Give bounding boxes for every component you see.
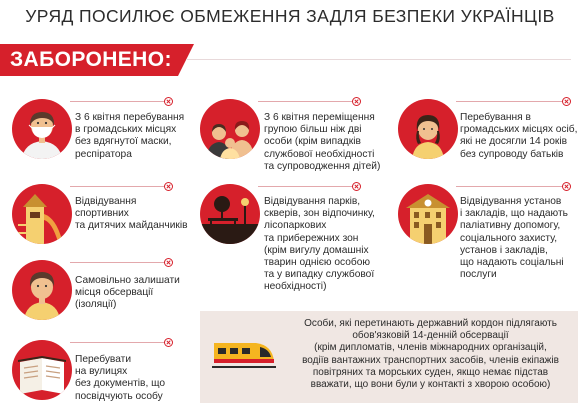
banner-divider	[186, 59, 571, 60]
close-icon	[164, 97, 173, 106]
group-of-people-icon	[200, 99, 260, 159]
item-divider	[70, 186, 165, 187]
park-icon	[200, 184, 260, 244]
close-icon	[164, 258, 173, 267]
item-divider	[456, 186, 563, 187]
item-text-child: Перебування в громадських місцях осіб, які не досягли 14 років без супроводу батьків	[460, 112, 578, 160]
item-divider	[70, 342, 165, 343]
item-text-isolation: Самовільно залишати місця обсервації (ізоляції)	[75, 275, 180, 311]
close-icon	[164, 182, 173, 191]
page-title: УРЯД ПОСИЛЮЄ ОБМЕЖЕННЯ ЗАДЛЯ БЕЗПЕКИ УКРАЇНЦІВ	[25, 6, 555, 26]
close-icon	[164, 338, 173, 347]
item-divider	[70, 262, 165, 263]
person-isolation-icon	[12, 260, 72, 320]
border-crossing-text: Особи, які перетинають державний кордон підлягають обов'язковій 14-денній обсервації (крім дипломатів, членів міжнародних організацій, водіїв вантажних транспортних засобів, членів екіпажів повітряних та морських суден, якщо немає підстав вважати, що вони були у контакті з хворою особою)	[302, 318, 559, 391]
banner-tail	[178, 44, 194, 76]
close-icon	[562, 182, 571, 191]
item-divider	[258, 186, 353, 187]
item-text-mask: З 6 квітня перебування в громадських місцях без вдягнутої маски, респіратора	[75, 112, 185, 160]
building-icon	[398, 184, 458, 244]
playground-icon	[12, 184, 72, 244]
item-divider	[70, 101, 165, 102]
item-text-playground: Відвідування спортивних та дитячих майданчиків	[75, 196, 188, 232]
train-icon	[210, 335, 276, 371]
item-text-passport: Перебувати на вулицях без документів, що посвідчують особу	[75, 354, 166, 402]
item-text-group: З 6 квітня переміщення групою більш ніж дві особи (крім випадків службової необхідності та супроводження дітей)	[264, 112, 381, 172]
item-divider	[258, 101, 353, 102]
close-icon	[352, 97, 361, 106]
item-text-building: Відвідування установ і закладів, що надають паліативну допомогу, соціального захисту, установ і закладів, що надають соціальні послуги	[460, 196, 568, 281]
item-text-park: Відвідування парків, скверів, зон відпочинку, лісопаркових та прибережних зон (крім вигулу домашніх тварин однією особою та у випадку службової необхідності)	[264, 196, 375, 293]
person-in-mask-icon	[12, 99, 72, 159]
close-icon	[352, 182, 361, 191]
passport-icon	[12, 340, 72, 400]
banner-label: ЗАБОРОНЕНО:	[10, 48, 172, 71]
item-divider	[456, 101, 563, 102]
prohibited-banner	[0, 44, 178, 76]
close-icon	[562, 97, 571, 106]
child-icon	[398, 99, 458, 159]
